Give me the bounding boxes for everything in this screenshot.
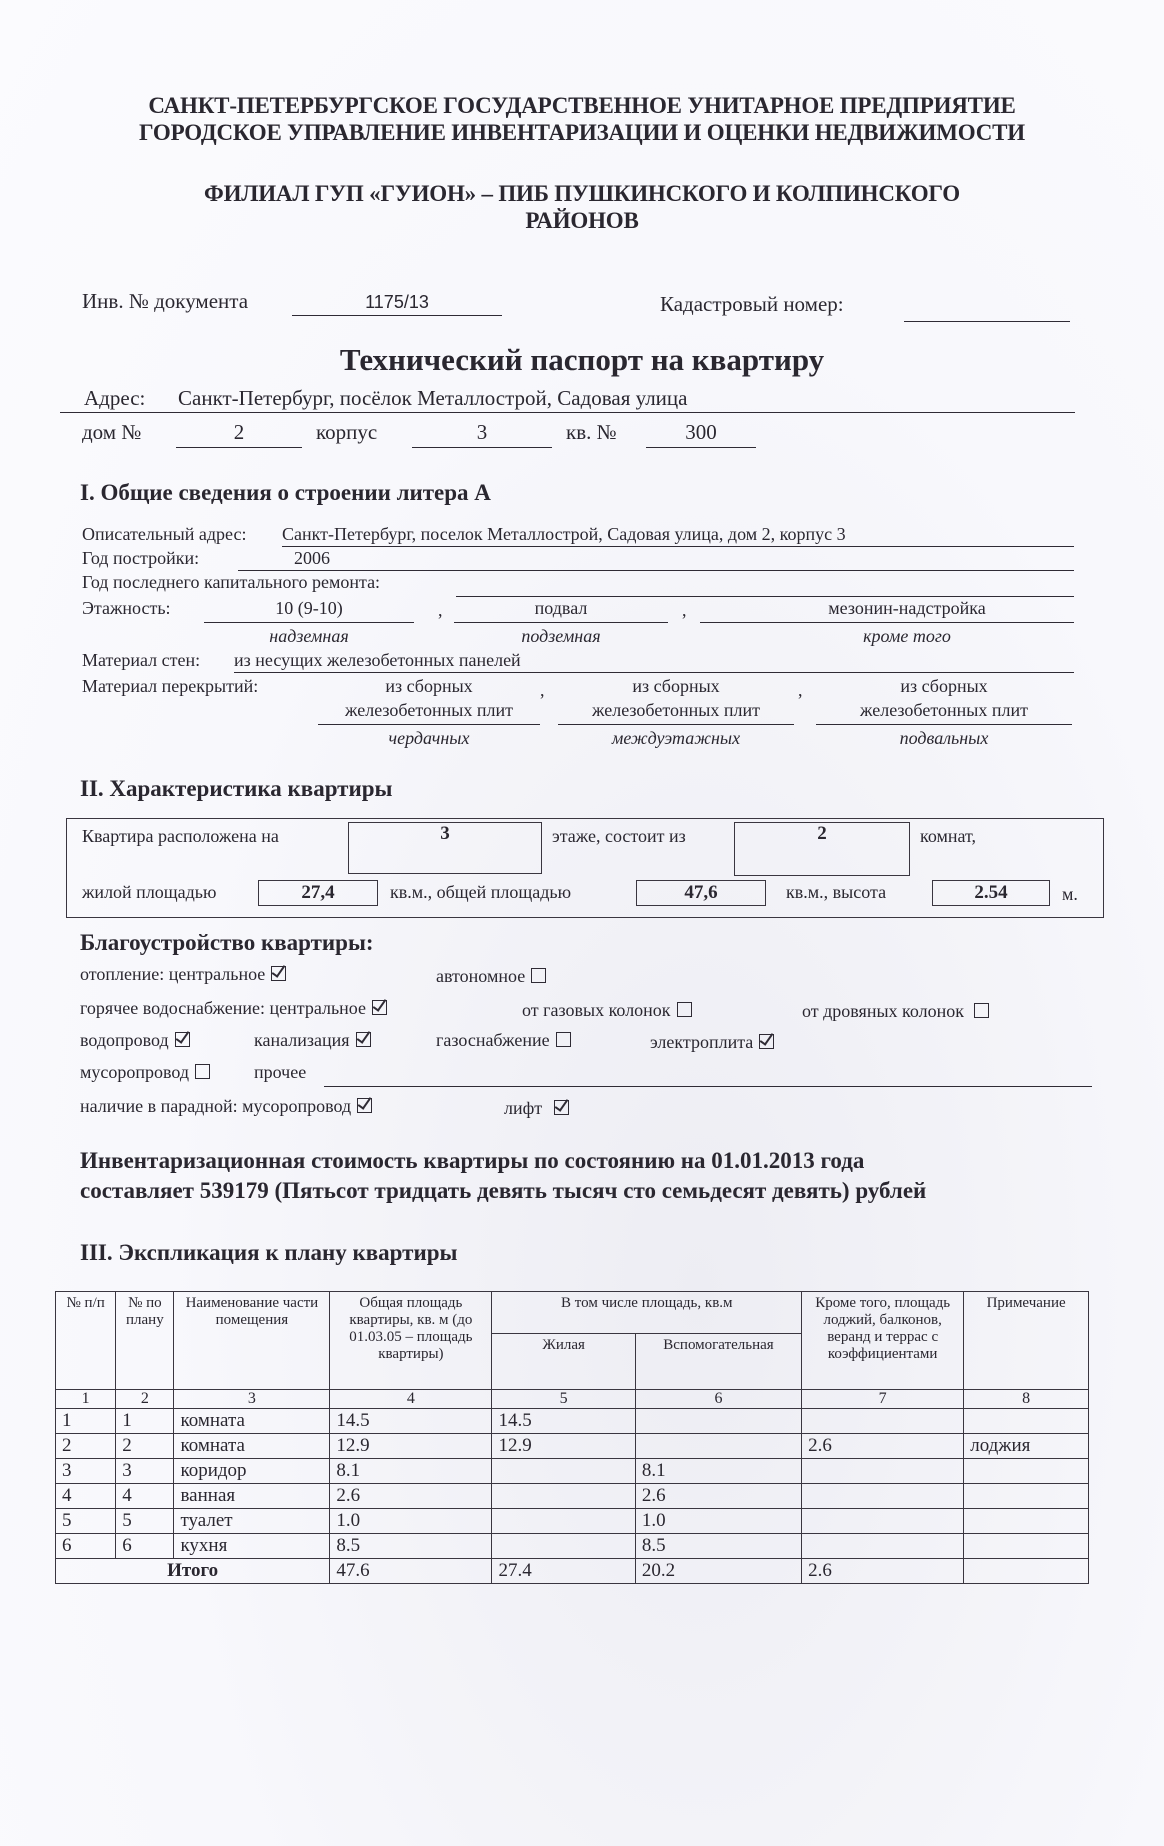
header-col-7: Кроме того, площадь лоджий, балконов, веранд и террас с коэффициентами [802, 1292, 964, 1390]
living-area-value: 27,4 [301, 882, 335, 903]
slab-interfloor-field [558, 700, 794, 725]
cell-living [492, 1509, 635, 1534]
address-value: Санкт-Петербург, посёлок Металлострой, Садовая улица [178, 386, 688, 410]
table-header-row-1 [56, 1292, 1089, 1334]
cell-total: 8.1 [330, 1459, 492, 1484]
slab-interfloor-line1: из сборных [632, 676, 720, 696]
height-unit: м. [1062, 884, 1078, 904]
cell-extra [802, 1484, 964, 1509]
cell-total: 1.0 [330, 1509, 492, 1534]
header-col-8: Примечание [964, 1292, 1089, 1390]
other-field [324, 1064, 1092, 1087]
hw-gas [522, 1000, 692, 1021]
floors-below-field [454, 598, 668, 623]
gas-label: газоснабжение [436, 1030, 550, 1050]
slab-attic-caption: чердачных [388, 728, 470, 748]
col-number: 8 [964, 1390, 1089, 1409]
total-area-field [636, 880, 766, 906]
building-value: 3 [476, 420, 488, 444]
cell-extra [802, 1409, 964, 1434]
garbage-chute-checkbox[interactable] [195, 1064, 210, 1079]
header-col-6: Вспомогательная [635, 1334, 801, 1390]
cell-living: 14.5 [492, 1409, 635, 1434]
other-label: прочее [254, 1062, 307, 1082]
garbage-chute-label: мусоропровод [80, 1062, 190, 1082]
height-label: кв.м., высота [786, 882, 887, 902]
sewer-item [254, 1030, 371, 1051]
valuation-line1: Инвентаризационная стоимость квартиры по состоянию на 01.01.2013 года [80, 1148, 865, 1173]
col-number: 3 [174, 1390, 330, 1409]
header-col-4: Общая площадь квартиры, кв. м (до 01.03.05 – площадь квартиры) [330, 1292, 492, 1390]
cell-extra: 2.6 [802, 1434, 964, 1459]
building-field [412, 420, 552, 448]
cell-n: 3 [56, 1459, 116, 1484]
heating-label: отопление: [80, 964, 165, 984]
walls-value: из несущих железобетонных панелей [234, 650, 521, 670]
cell-aux [635, 1409, 801, 1434]
table-row [56, 1534, 1089, 1559]
entrance-lift-checkbox[interactable] [554, 1100, 569, 1115]
hot-water-row [80, 998, 387, 1019]
cell-living [492, 1534, 635, 1559]
total-label: Итого [56, 1559, 330, 1584]
floors-extra-value: мезонин-надстройка [828, 598, 986, 618]
water-item [80, 1030, 190, 1051]
heating-autonomous [436, 966, 546, 987]
col-number: 7 [802, 1390, 964, 1409]
heating-autonomous-label: автономное [436, 966, 526, 986]
heating-central-checkbox[interactable] [271, 966, 286, 981]
water-checkbox[interactable] [175, 1032, 190, 1047]
cell-name: коридор [174, 1459, 330, 1484]
table-row [56, 1459, 1089, 1484]
table-row [56, 1509, 1089, 1534]
cell-name: комната [174, 1409, 330, 1434]
total-aux: 20.2 [635, 1559, 801, 1584]
col-number: 2 [116, 1390, 174, 1409]
cell-total: 12.9 [330, 1434, 492, 1459]
slab-basement-caption: подвальных [899, 728, 989, 748]
hw-central-checkbox[interactable] [372, 1000, 387, 1015]
cell-n: 6 [56, 1534, 116, 1559]
inv-label: Инв. № документа [82, 289, 249, 313]
entrance-label: наличие в парадной: [80, 1096, 238, 1116]
inv-number-field [292, 289, 502, 316]
entrance-lift-label: лифт [504, 1098, 543, 1118]
rooms-suffix: комнат, [920, 826, 977, 846]
floors-below-caption: подземная [521, 626, 601, 646]
header-col-1: № п/п [56, 1292, 116, 1390]
comma-2: , [682, 600, 687, 620]
header-col-56-group: В том числе площадь, кв.м [492, 1292, 802, 1334]
floor-value: 3 [440, 823, 450, 844]
cell-extra [802, 1534, 964, 1559]
cell-name: туалет [174, 1509, 330, 1534]
slabs-label: Материал перекрытий: [82, 676, 259, 696]
gas-checkbox[interactable] [556, 1032, 571, 1047]
cell-aux: 2.6 [635, 1484, 801, 1509]
col-number: 5 [492, 1390, 635, 1409]
cell-total: 2.6 [330, 1484, 492, 1509]
total-note [964, 1559, 1089, 1584]
explication-table [55, 1291, 1089, 1584]
last-repair-label: Год последнего капитального ремонта: [82, 572, 381, 592]
header-col-5: Жилая [492, 1334, 635, 1390]
slab-basement-field [816, 700, 1072, 725]
cell-total: 14.5 [330, 1409, 492, 1434]
col-number: 4 [330, 1390, 492, 1409]
desc-address-label: Описательный адрес: [82, 524, 247, 544]
cell-living [492, 1459, 635, 1484]
floors-label: Этажность: [82, 598, 171, 618]
living-area-field [258, 880, 378, 906]
hw-gas-checkbox[interactable] [677, 1002, 692, 1017]
hot-water-label: горячее водоснабжение: [80, 998, 265, 1018]
org-name-line1: САНКТ-ПЕТЕРБУРГСКОЕ ГОСУДАРСТВЕННОЕ УНИТАРНОЕ ПРЕДПРИЯТИЕ [148, 93, 1016, 118]
cell-plan: 2 [116, 1434, 174, 1459]
desc-address-value: Санкт-Петербург, поселок Металлострой, Садовая улица, дом 2, корпус 3 [282, 524, 846, 544]
cell-note [964, 1484, 1089, 1509]
sewer-label: канализация [254, 1030, 350, 1050]
cell-plan: 6 [116, 1534, 174, 1559]
entrance-chute-checkbox[interactable] [357, 1098, 372, 1113]
heating-central-label: центральное [168, 964, 266, 984]
hw-wood-label: от дровяных колонок [802, 1001, 965, 1021]
col-number: 1 [56, 1390, 116, 1409]
slab-attic-line1: из сборных [385, 676, 473, 696]
height-value: 2.54 [974, 882, 1008, 903]
address-line [60, 388, 1075, 413]
cell-living [492, 1484, 635, 1509]
cell-name: комната [174, 1434, 330, 1459]
floors-above-value: 10 (9-10) [275, 598, 343, 618]
cell-plan: 4 [116, 1484, 174, 1509]
branch-name-line2: РАЙОНОВ [525, 208, 639, 233]
cell-living: 12.9 [492, 1434, 635, 1459]
desc-address-field [282, 524, 1074, 547]
cell-note [964, 1409, 1089, 1434]
section2-heading: II. Характеристика квартиры [80, 776, 393, 801]
cell-plan: 5 [116, 1509, 174, 1534]
slab-attic-line2: железобетонных плит [345, 700, 513, 720]
apartment-field [646, 420, 756, 448]
cell-n: 4 [56, 1484, 116, 1509]
table-column-numbers [56, 1390, 1089, 1409]
total-extra: 2.6 [802, 1559, 964, 1584]
slab-interfloor-line2: железобетонных плит [592, 700, 760, 720]
slab-basement-line1: из сборных [900, 676, 988, 696]
total-living: 27.4 [492, 1559, 635, 1584]
floors-above-caption: надземная [269, 626, 349, 646]
house-value: 2 [233, 420, 245, 444]
comma-1: , [438, 600, 443, 620]
total-total: 47.6 [330, 1559, 492, 1584]
cell-name: кухня [174, 1534, 330, 1559]
house-label: дом № [82, 420, 142, 444]
electric-stove-label: электроплита [650, 1032, 754, 1052]
cell-plan: 3 [116, 1459, 174, 1484]
heating-autonomous-checkbox[interactable] [531, 968, 546, 983]
rooms-label: этаже, состоит из [552, 826, 686, 846]
amenities-heading: Благоустройство квартиры: [80, 930, 374, 955]
cell-n: 2 [56, 1434, 116, 1459]
year-built-label: Год постройки: [82, 548, 200, 568]
inv-number-value: 1175/13 [365, 292, 429, 312]
entrance-row [80, 1096, 372, 1117]
table-row [56, 1434, 1089, 1459]
living-area-label: жилой площадью [82, 882, 217, 902]
cell-n: 5 [56, 1509, 116, 1534]
section1-heading: I. Общие сведения о строении литера А [80, 480, 491, 505]
cell-plan: 1 [116, 1409, 174, 1434]
cell-aux: 8.5 [635, 1534, 801, 1559]
electric-stove-item [650, 1032, 774, 1053]
height-field [932, 880, 1050, 906]
entrance-lift [504, 1098, 569, 1119]
cell-extra [802, 1459, 964, 1484]
cadastral-label: Кадастровый номер: [660, 292, 844, 316]
cell-total: 8.5 [330, 1534, 492, 1559]
floors-above-field [204, 598, 414, 623]
table-total-row [56, 1559, 1089, 1584]
header-col-2: № по плану [116, 1292, 174, 1390]
floors-extra-caption: кроме того [863, 626, 951, 646]
water-label: водопровод [80, 1030, 169, 1050]
hw-wood-checkbox[interactable] [974, 1003, 989, 1018]
hw-central-label: центральное [269, 998, 367, 1018]
cell-note [964, 1459, 1089, 1484]
table-row [56, 1409, 1089, 1434]
section3-heading: III. Экспликация к плану квартиры [80, 1240, 458, 1265]
total-area-value: 47,6 [684, 882, 718, 903]
floors-below-value: подвал [534, 598, 588, 618]
slab-comma-1: , [540, 680, 545, 700]
col-number: 6 [635, 1390, 801, 1409]
apartment-label: кв. № [566, 420, 617, 444]
slab-comma-2: , [798, 680, 803, 700]
page-title: Технический паспорт на квартиру [339, 342, 825, 377]
branch-name-line1: ФИЛИАЛ ГУП «ГУИОН» – ПИБ ПУШКИНСКОГО И КОЛПИНСКОГО [204, 181, 960, 206]
floor-label: Квартира расположена на [82, 826, 279, 846]
hw-gas-label: от газовых колонок [522, 1000, 671, 1020]
hw-wood [802, 1001, 989, 1022]
building-label: корпус [316, 420, 378, 444]
electric-stove-checkbox[interactable] [759, 1034, 774, 1049]
slab-interfloor-caption: междуэтажных [611, 728, 741, 748]
walls-label: Материал стен: [82, 650, 201, 670]
cell-n: 1 [56, 1409, 116, 1434]
year-built-field [238, 548, 1074, 571]
cell-aux: 1.0 [635, 1509, 801, 1534]
cell-note [964, 1509, 1089, 1534]
cell-note: лоджия [964, 1434, 1089, 1459]
address-label: Адрес: [84, 386, 146, 410]
cell-aux: 8.1 [635, 1459, 801, 1484]
apartment-value: 300 [685, 420, 717, 444]
floors-extra-field [700, 598, 1074, 623]
house-field [176, 420, 302, 448]
slab-basement-line2: железобетонных плит [860, 700, 1028, 720]
org-name-line2: ГОРОДСКОЕ УПРАВЛЕНИЕ ИНВЕНТАРИЗАЦИИ И ОЦЕНКИ НЕДВИЖИМОСТИ [139, 120, 1025, 145]
cell-aux [635, 1434, 801, 1459]
table-row [56, 1484, 1089, 1509]
cell-note [964, 1534, 1089, 1559]
rooms-value: 2 [817, 823, 827, 844]
gas-item [436, 1030, 571, 1051]
walls-field [234, 650, 1074, 673]
slab-attic-field [318, 700, 540, 725]
header-col-3: Наименование части помещения [174, 1292, 330, 1390]
garbage-chute-item [80, 1062, 210, 1083]
rooms-field [734, 822, 910, 876]
cadastral-number-field [904, 296, 1070, 322]
floor-field [348, 822, 542, 874]
entrance-chute-label: мусоропровод [242, 1096, 352, 1116]
valuation-line2: составляет 539179 (Пятьсот тридцать девять тысяч сто семьдесят девять) рублей [80, 1178, 927, 1203]
cell-extra [802, 1509, 964, 1534]
heating-row [80, 964, 286, 985]
sewer-checkbox[interactable] [356, 1032, 371, 1047]
last-repair-field [456, 574, 1074, 597]
year-built-value: 2006 [294, 548, 330, 568]
total-area-label: кв.м., общей площадью [390, 882, 572, 902]
cell-name: ванная [174, 1484, 330, 1509]
